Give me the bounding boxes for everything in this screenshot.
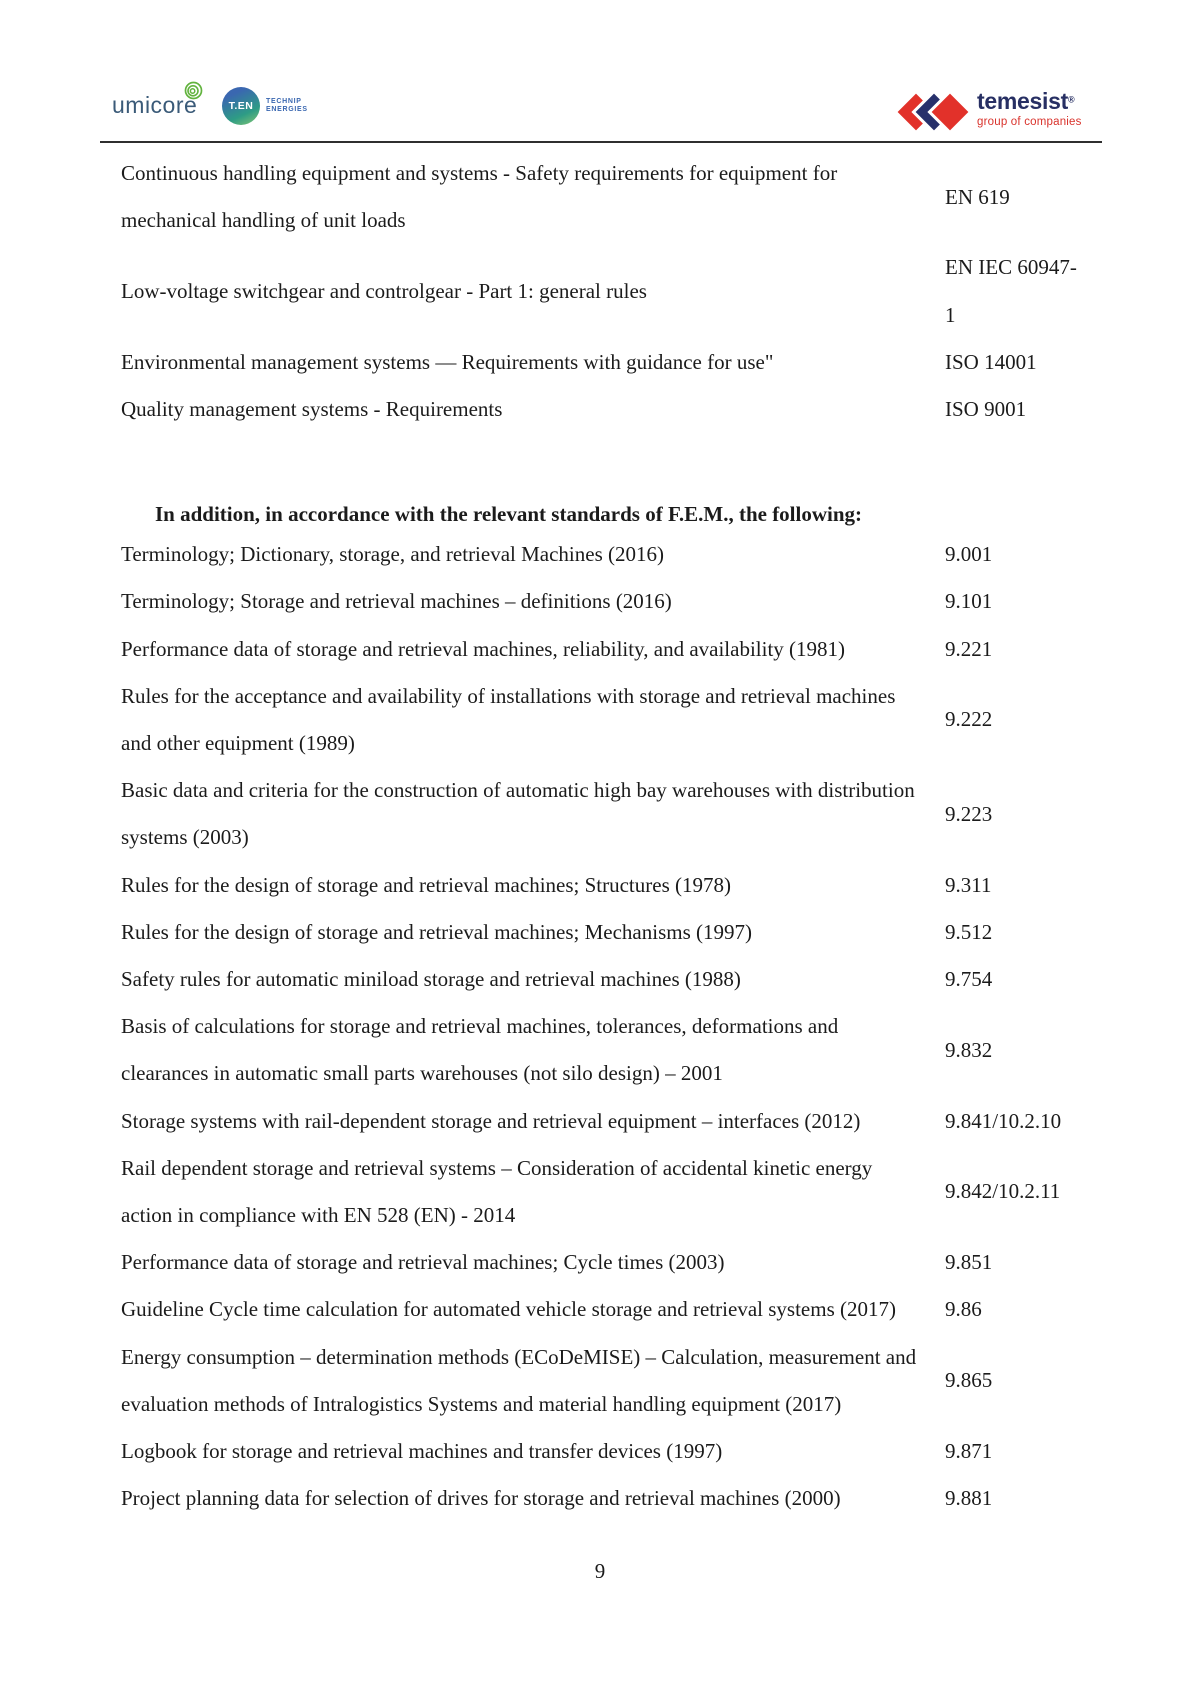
temesist-wordmark: temesist — [977, 88, 1068, 114]
standard-description: Low-voltage switchgear and controlgear - Part 1: general rules — [121, 279, 647, 303]
standard-code: 9.871 — [945, 1439, 993, 1464]
standard-code: 9.512 — [945, 919, 993, 944]
list-item — [121, 673, 1081, 767]
list-item — [121, 1475, 1081, 1522]
umicore-wordmark: umicore — [112, 92, 198, 118]
list-item — [121, 1239, 1081, 1286]
standard-code: 9.832 — [945, 1037, 993, 1062]
page-header — [100, 0, 1102, 143]
standard-description: Performance data of storage and retrieval machines, reliability, and availability (1981) — [121, 636, 846, 661]
standard-description: Rules for the design of storage and retrieval machines; Mechanisms (1997) — [121, 919, 752, 944]
table-row — [121, 150, 1081, 244]
table-row — [121, 339, 1081, 386]
standard-code: 9.101 — [945, 589, 993, 614]
temesist-text-block — [977, 88, 1082, 129]
technip-energies-name — [266, 98, 308, 114]
list-item — [121, 862, 1081, 909]
list-item — [121, 1286, 1081, 1333]
standard-description: Terminology; Storage and retrieval machines – definitions (2016) — [121, 589, 672, 614]
list-item — [121, 1145, 1081, 1239]
fem-standards-list — [121, 531, 1081, 1522]
list-item — [121, 1003, 1081, 1097]
standard-description: Rules for the acceptance and availability of installations with storage and retrieval machines and other equipment (1989) — [121, 683, 896, 756]
list-item — [121, 1098, 1081, 1145]
standard-code: 9.754 — [945, 967, 993, 992]
standard-description: Safety rules for automatic miniload storage and retrieval machines (1988) — [121, 967, 741, 992]
list-item — [121, 578, 1081, 625]
ten-badge-icon: T.EN — [222, 87, 260, 125]
standard-code: ISO 9001 — [945, 397, 1027, 422]
standard-code: ISO 14001 — [945, 349, 1037, 374]
list-item — [121, 956, 1081, 1003]
table-row — [121, 386, 1081, 433]
standard-code: 9.842/10.2.11 — [945, 1179, 1061, 1204]
standard-code: 9.221 — [945, 636, 993, 661]
list-item — [121, 767, 1081, 861]
standard-description: Continuous handling equipment and systems - Safety requirements for equipment for mechanical handling of unit loads — [121, 161, 838, 233]
standard-description: Guideline Cycle time calculation for automated vehicle storage and retrieval systems (2017) — [121, 1297, 896, 1322]
technip-name-line2: ENERGIES — [266, 106, 308, 113]
standard-description: Basic data and criteria for the construction of automatic high bay warehouses with distribution systems (2003) — [121, 778, 915, 850]
standard-description: Storage systems with rail-dependent storage and retrieval equipment – interfaces (2012) — [121, 1108, 861, 1133]
standard-code: EN IEC 60947-1 — [945, 255, 1077, 327]
standard-description: Rules for the design of storage and retrieval machines; Structures (1978) — [121, 872, 731, 897]
standard-description: Logbook for storage and retrieval machines and transfer devices (1997) — [121, 1439, 723, 1464]
standard-description: Environmental management systems — Requirements with guidance for use" — [121, 349, 774, 374]
standard-description: Energy consumption – determination methods (ECoDeMISE) – Calculation, measurement and evaluation methods of Intralogistics Systems and material handling equipment (2017) — [121, 1344, 917, 1416]
standards-table — [121, 150, 1081, 433]
standard-description: Project planning data for selection of drives for storage and retrieval machines (2000) — [121, 1486, 841, 1511]
standard-description: Quality management systems - Requirements — [121, 397, 503, 422]
standard-code: 9.841/10.2.10 — [945, 1108, 1062, 1133]
list-item — [121, 1428, 1081, 1475]
standard-code: 9.86 — [945, 1297, 982, 1322]
list-item — [121, 1334, 1081, 1428]
list-item — [121, 626, 1081, 673]
page-content — [121, 150, 1081, 1522]
temesist-tagline: group of companies — [977, 116, 1082, 128]
temesist-diamonds-icon — [898, 90, 968, 134]
technip-name-line1: TECHNIP — [266, 98, 302, 105]
umicore-logo — [112, 94, 197, 118]
standard-code: 9.223 — [945, 801, 993, 826]
standard-code: 9.001 — [945, 542, 993, 567]
standard-code: EN 619 — [945, 184, 1010, 209]
umicore-swirl-icon — [184, 81, 203, 100]
standard-description: Basis of calculations for storage and retrieval machines, tolerances, deformations and clearances in automatic small parts warehouses (not silo design) – 2001 — [121, 1014, 839, 1086]
standard-code: 9.311 — [945, 872, 992, 897]
standard-description: Terminology; Dictionary, storage, and retrieval Machines (2016) — [121, 542, 664, 567]
standard-code: 9.881 — [945, 1486, 993, 1511]
standard-code: 9.222 — [945, 707, 993, 732]
fem-heading: In addition, in accordance with the relevant standards of F.E.M., the following: — [155, 502, 863, 527]
standard-code: 9.851 — [945, 1250, 993, 1275]
temesist-logo — [898, 88, 1082, 134]
list-item — [121, 909, 1081, 956]
standard-description: Performance data of storage and retrieval machines; Cycle times (2003) — [121, 1250, 725, 1275]
registered-mark: ® — [1067, 94, 1075, 105]
standard-code: 9.865 — [945, 1368, 993, 1393]
list-item — [121, 531, 1081, 578]
table-row — [121, 244, 1081, 338]
page-number: 9 — [594, 1559, 606, 1583]
standard-description: Rail dependent storage and retrieval systems – Consideration of accidental kinetic energy action in compliance with EN 528 (EN) - 2014 — [121, 1155, 873, 1228]
page-footer — [0, 1558, 1200, 1584]
technip-energies-logo — [222, 87, 308, 125]
